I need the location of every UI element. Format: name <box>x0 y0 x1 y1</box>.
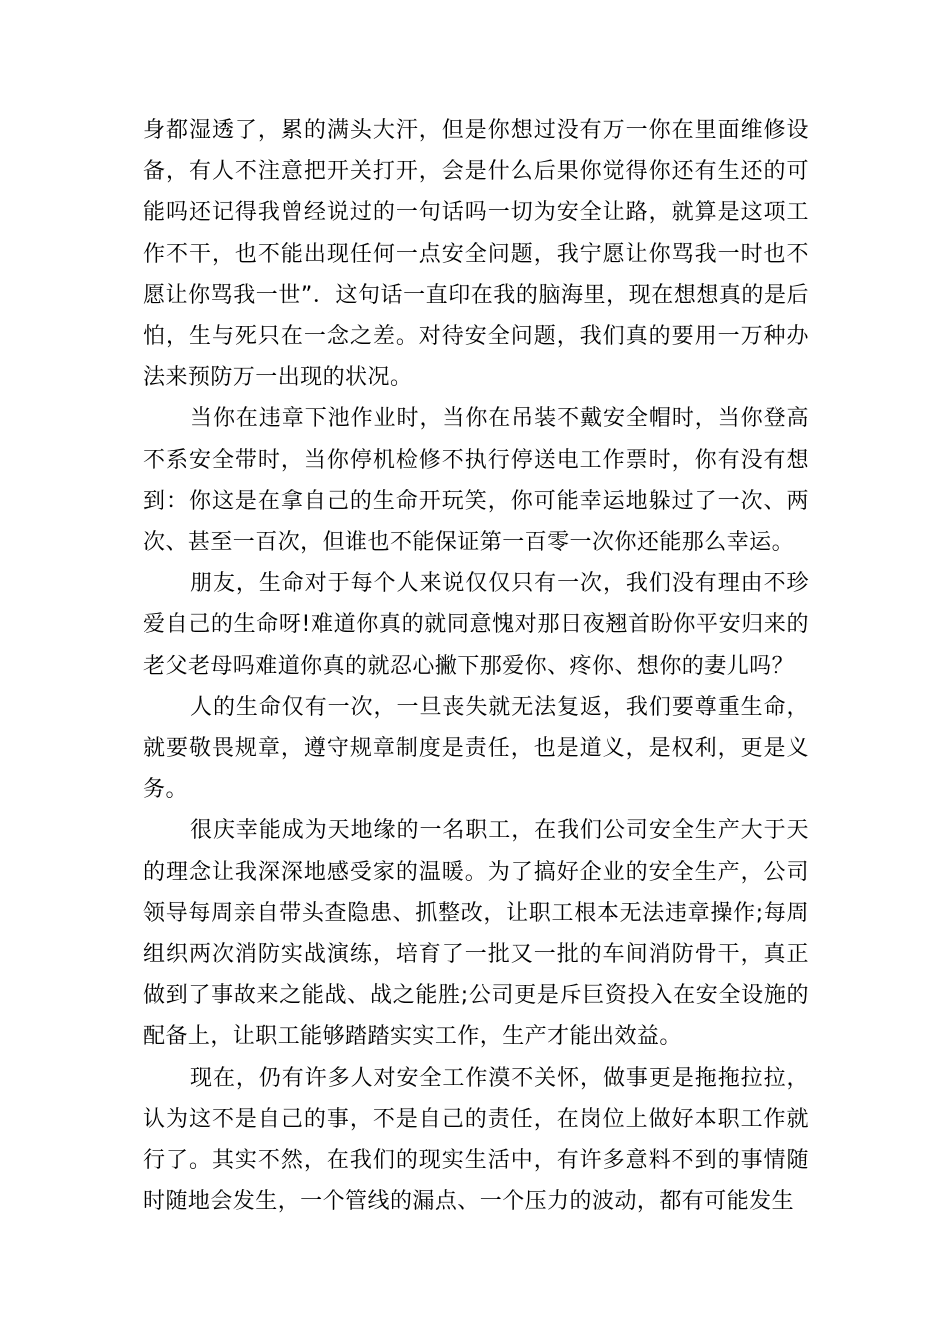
paragraph-3: 朋友，生命对于每个人来说仅仅只有一次，我们没有理由不珍爱自己的生命呀!难道你真的就同意愧对那日夜翘首盼你平安归来的老父老母吗难道你真的就忍心撇下那爱你、疼你、想你的妻儿吗？ <box>143 571 809 679</box>
paragraph-6: 现在，仍有许多人对安全工作漠不关怀，做事更是拖拖拉拉，认为这不是自己的事，不是自己的责任，在岗位上做好本职工作就行了。其实不然，在我们的现实生活中，有许多意料不到的事情随时随地会发生，一个管线的漏点、一个压力的波动，都有可能发生 <box>143 1065 809 1215</box>
paragraph-4: 人的生命仅有一次，一旦丧失就无法复返，我们要尊重生命，就要敬畏规章，遵守规章制度是责任，也是道义，是权利，更是义务。 <box>143 694 809 803</box>
paragraph-5: 很庆幸能成为天地缘的一名职工，在我们公司安全生产大于天的理念让我深深地感受家的温暖。为了搞好企业的安全生产，公司领导每周亲自带头查隐患、抓整改，让职工根本无法违章操作;每周组织两次消防实战演练，培育了一批又一批的车间消防骨干，真正做到了事故来之能战、战之能胜;公司更是斥巨资投入在安全设施的配备上，让职工能够踏踏实实工作，生产才能出效益。 <box>143 818 809 1050</box>
paragraph-2: 当你在违章下池作业时，当你在吊装不戴安全帽时，当你登高不系安全带时，当你停机检修不执行停送电工作票时，你有没有想到：你这是在拿自己的生命开玩笑，你可能幸运地躲过了一次、两次、甚至一百次，但谁也不能保证第一百零一次你还能那么幸运。 <box>143 406 809 556</box>
paragraph-1: 身都湿透了，累的满头大汗，但是你想过没有万一你在里面维修设备，有人不注意把开关打开，会是什么后果你觉得你还有生还的可能吗还记得我曾经说过的一句话吗一切为安全让路，就算是这项工作不干，也不能出现任何一点安全问题，我宁愿让你骂我一时也不愿让你骂我一世”．这句话一直印在我的脑海里，现在想想真的是后怕，生与死只在一念之差。对待安全问题，我们真的要用一万种办法来预防万一出现的状况。 <box>143 118 809 391</box>
document-body <box>143 110 809 1222</box>
